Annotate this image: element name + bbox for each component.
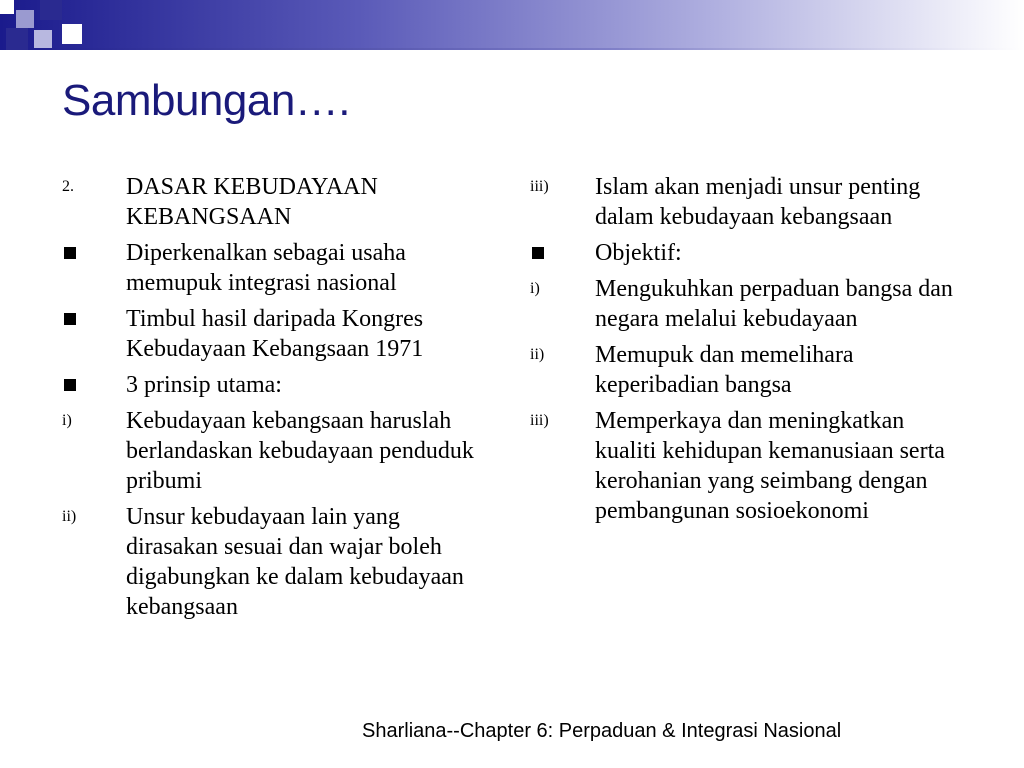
item-text: Timbul hasil daripada Kongres Kebudayaan Kebangsaan 1971: [126, 306, 424, 362]
item-number: iii): [530, 178, 549, 195]
item-text: Islam akan menjadi unsur penting dalam kebudayaan kebangsaan: [595, 174, 921, 230]
item-text: 3 prinsip utama:: [126, 372, 282, 398]
square-bullet-icon: [62, 304, 126, 334]
list-item: [62, 172, 492, 232]
list-item: [62, 502, 492, 622]
item-text: Diperkenalkan sebagai usaha memupuk integrasi nasional: [126, 240, 406, 296]
deco-square: [40, 0, 62, 20]
item-text: DASAR KEBUDAYAAN KEBANGSAAN: [126, 174, 378, 230]
square-bullet-icon: [530, 238, 595, 268]
slide-footer: Sharliana--Chapter 6: Perpaduan & Integrasi Nasional: [362, 720, 842, 742]
list-item: [530, 340, 970, 400]
item-text: Mengukuhkan perpaduan bangsa dan negara melalui kebudayaan: [595, 276, 953, 332]
deco-square: [6, 28, 28, 50]
deco-square: [0, 0, 14, 14]
deco-square: [16, 10, 34, 28]
list-item: [530, 406, 970, 526]
item-number: ii): [530, 346, 545, 363]
item-text: Unsur kebudayaan lain yang dirasakan sesuai dan wajar boleh digabungkan ke dalam kebudayaan kebangsaan: [126, 504, 464, 620]
deco-square: [34, 30, 52, 48]
slide-title: Sambungan….: [62, 76, 351, 125]
header-banner: [0, 0, 1024, 48]
square-bullet-icon: [62, 238, 126, 268]
list-item: [62, 370, 492, 400]
item-number: iii): [530, 412, 549, 429]
deco-square: [62, 24, 82, 44]
list-item: [530, 238, 970, 268]
item-number: i): [62, 412, 72, 429]
item-text: Memperkaya dan meningkatkan kualiti kehidupan kemanusiaan serta kerohanian yang seimbang dengan pembangunan sosioekonomi: [595, 408, 945, 524]
header-banner-rule: [0, 48, 1024, 50]
item-text: Objektif:: [595, 240, 682, 266]
item-number: 2.: [62, 178, 74, 195]
left-column: [62, 172, 492, 628]
list-item: [62, 238, 492, 298]
item-number: ii): [62, 508, 77, 525]
list-item: [62, 304, 492, 364]
item-number: i): [530, 280, 540, 297]
square-bullet-icon: [62, 370, 126, 400]
list-item: [62, 406, 492, 496]
list-item: [530, 172, 970, 232]
right-column: [530, 172, 970, 532]
list-item: [530, 274, 970, 334]
item-text: Memupuk dan memelihara keperibadian bangsa: [595, 342, 854, 398]
item-text: Kebudayaan kebangsaan haruslah berlandaskan kebudayaan penduduk pribumi: [126, 408, 474, 494]
